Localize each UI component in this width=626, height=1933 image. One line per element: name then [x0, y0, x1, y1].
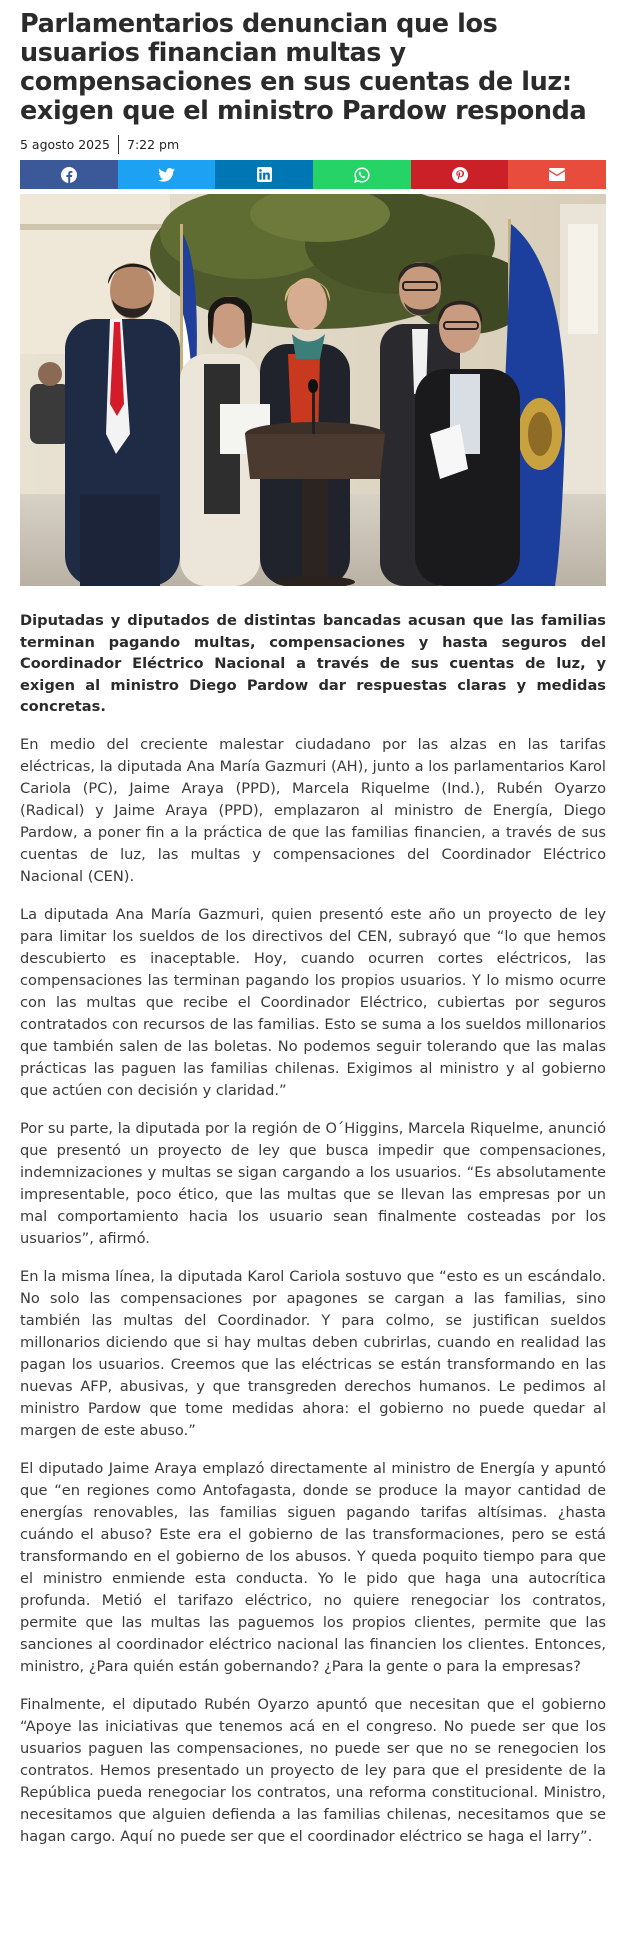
article-date: 5 agosto 2025 — [20, 136, 111, 152]
article-photo — [20, 194, 606, 586]
article-paragraph: La diputada Ana María Gazmuri, quien presentó este año un proyecto de ley para limitar los sueldos de los directivos del CEN, subrayó que “lo que hemos descubierto es inaceptable. Hoy, cuando ocurren cortes eléctricos, las compensaciones las terminan pagando los propios usuarios. Y lo mismo ocurre con las multas que recibe el Coordinador Eléctrico, cubiertas por seguros contratados con recursos de las familias. Esto se suma a los sueldos millonarios que también salen de las boletas. No podemos seguir tolerando que las malas prácticas las paguen las familias chilenas. Exigimos al ministro y al gobierno que actúen con decisión y claridad.” — [20, 905, 606, 1099]
linkedin-icon — [257, 167, 272, 182]
share-bar — [20, 160, 606, 189]
article-paragraph: Por su parte, la diputada por la región de O´Higgins, Marcela Riquelme, anunció que presentó un proyecto de ley que busca impedir que compensaciones, indemnizaciones y multas se sigan cargando a los usuarios. “Es absolutamente impresentable, poco ético, que las multas que se llevan las empresas por un mal comportamiento hacia los usuario sean finalmente costeadas por los usuarios”, afirmó. — [20, 1119, 606, 1247]
article-paragraph: En la misma línea, la diputada Karol Cariola sostuvo que “esto es un escándalo. No solo las compensaciones por apagones se cargan a las familias, sino también las multas del Coordinador. Y para colmo, se justifican sueldos millonarios diciendo que si hay multas deben cubrirlas, cuando en realidad las pagan los usuarios. Creemos que las eléctricas se están transformando en las nuevas AFP, abusivas, y que transgreden derechos humanos. Le pedimos al ministro Pardow que tome medidas ahora: el gobierno no puede quedar al margen de este abuso.” — [20, 1267, 606, 1439]
article-paragraph: Finalmente, el diputado Rubén Oyarzo apuntó que necesitan que el gobierno “Apoye las iniciativas que tenemos acá en el congreso. No puede ser que los usuarios paguen las compensaciones, no puede ser que no se renegocien los contratos. Hemos presentado un proyecto de ley para que el presidente de la República pueda renegociar los contratos, una reforma constitucional. Ministro, necesitamos que alguien defienda a las familias chilenas, necesitamos que se hagan cargo. Aquí no puede ser que el coordinador eléctrico se haga el larry”. — [20, 1695, 606, 1845]
share-email-button[interactable] — [508, 160, 606, 189]
share-whatsapp-button[interactable] — [313, 160, 411, 189]
share-twitter-button[interactable] — [118, 160, 216, 189]
article-lead: Diputadas y diputados de distintas bancadas acusan que las familias terminan pagando multas, compensaciones y hasta seguros del Coordinador Eléctrico Nacional a través de sus cuentas de luz, y exigen al ministro Diego Pardow dar respuestas claras y medidas concretas. — [20, 612, 606, 715]
pinterest-icon — [452, 167, 468, 183]
article-title: Parlamentarios denuncian que los usuarios financian multas y compensaciones en sus cuentas de luz: exigen que el ministro Pardow responda — [20, 9, 587, 126]
article-meta — [20, 134, 606, 154]
whatsapp-icon — [354, 167, 370, 183]
share-linkedin-button[interactable] — [215, 160, 313, 189]
article-time: 7:22 pm — [127, 136, 180, 152]
article-paragraph: En medio del creciente malestar ciudadano por las alzas en las tarifas eléctricas, la diputada Ana María Gazmuri (AH), junto a los parlamentarios Karol Cariola (PC), Jaime Araya (PPD), Marcela Riquelme (Ind.), Rubén Oyarzo (Radical) y Jaime Araya (PPD), emplazaron al ministro de Energía, Diego Pardow, a poner fin a la práctica de que las familias financien, a través de sus cuentas de luz, las multas y compensaciones del Coordinador Eléctrico Nacional (CEN). — [20, 735, 606, 885]
press-conference-photo — [20, 194, 606, 586]
share-facebook-button[interactable] — [20, 160, 118, 189]
twitter-icon — [158, 168, 175, 182]
article-paragraph: El diputado Jaime Araya emplazó directamente al ministro de Energía y apuntó que “en regiones como Antofagasta, donde se produce la mayor cantidad de energías renovables, las familias siguen pagando tarifas altísimas. ¿hasta cuándo el abuso? Este era el gobierno de las transformaciones, pero se está transformando en el gobierno de los abusos. Y queda poquito tiempo para que el ministro enmiende esta conducta. Yo le pido que haga una autocrítica profunda. Metió el tarifazo eléctrico, no quiere renegociar los contratos, permite que las multas las paguemos los propios clientes, permite que las sanciones al coordinador eléctrico nacional las financien los clientes. Entonces, ministro, ¿Para quién están gobernando? ¿Para la gente o para la empresas? — [20, 1459, 606, 1675]
share-pinterest-button[interactable] — [411, 160, 509, 189]
facebook-icon — [61, 167, 77, 183]
email-icon — [549, 168, 565, 181]
meta-divider — [118, 135, 119, 154]
